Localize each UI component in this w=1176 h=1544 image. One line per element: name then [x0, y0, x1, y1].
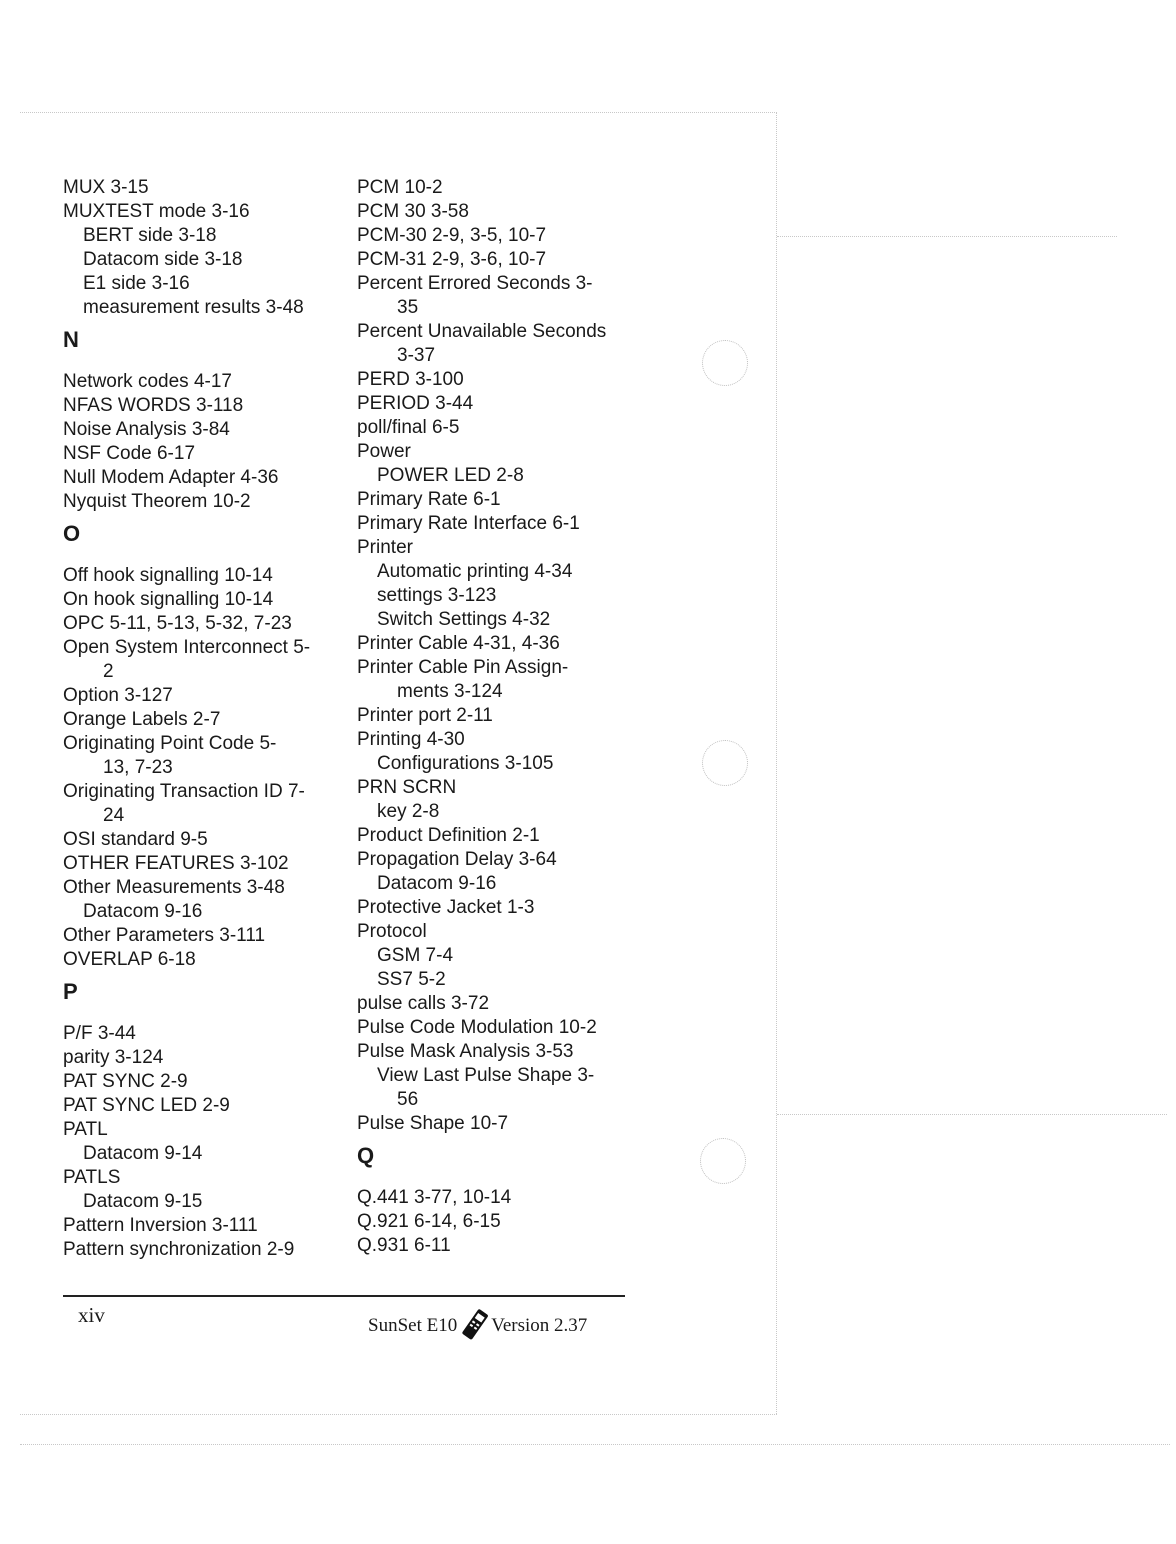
index-entry: Originating Point Code 5-: [63, 733, 277, 754]
index-column-right: [357, 176, 657, 1258]
index-entry: Power: [357, 441, 411, 462]
footer-rule: [63, 1295, 625, 1297]
index-entry: poll/final 6-5: [357, 417, 460, 438]
index-subentry: POWER LED 2-8: [377, 465, 524, 486]
index-entry: Q.931 6-11: [357, 1235, 451, 1256]
footer-product: [368, 1306, 587, 1346]
index-entry: NFAS WORDS 3-118: [63, 395, 244, 416]
index-subentry: measurement results 3-48: [83, 297, 304, 318]
index-entry-continuation: 24: [103, 805, 125, 826]
punch-hole-middle: [702, 740, 748, 786]
index-entry-continuation: 35: [397, 297, 419, 318]
index-subentry: SS7 5-2: [377, 969, 446, 990]
index-column-left: [63, 176, 348, 1262]
index-subentry: Automatic printing 4-34: [377, 561, 573, 582]
sheet-edge-bottom: [20, 1444, 1170, 1445]
index-subentry: BERT side 3-18: [83, 225, 217, 246]
index-entry: OTHER FEATURES 3-102: [63, 853, 289, 874]
index-entry: parity 3-124: [63, 1047, 164, 1068]
page-edge-top: [20, 112, 777, 113]
index-subentry: key 2-8: [377, 801, 440, 822]
version-label: Version 2.37: [491, 1315, 588, 1336]
index-entry: PERD 3-100: [357, 369, 464, 390]
index-entry: On hook signalling 10-14: [63, 589, 274, 610]
index-subentry: E1 side 3-16: [83, 273, 190, 294]
index-entry: PCM 30 3-58: [357, 201, 469, 222]
index-entry: Product Definition 2-1: [357, 825, 540, 846]
index-entry: Network codes 4-17: [63, 371, 232, 392]
index-entry: Pattern Inversion 3-111: [63, 1215, 258, 1236]
index-entry: Nyquist Theorem 10-2: [63, 491, 251, 512]
index-entry: Protective Jacket 1-3: [357, 897, 535, 918]
index-entry: PAT SYNC 2-9: [63, 1071, 188, 1092]
index-entry: OVERLAP 6-18: [63, 949, 196, 970]
index-entry: PAT SYNC LED 2-9: [63, 1095, 230, 1116]
sheet-edge-mid-right: [777, 236, 1117, 237]
index-subentry: View Last Pulse Shape 3-: [377, 1065, 595, 1086]
punch-hole-top: [702, 340, 748, 386]
index-entry: Option 3-127: [63, 685, 173, 706]
index-entry: Primary Rate Interface 6-1: [357, 513, 580, 534]
index-subentry: Datacom 9-16: [83, 901, 203, 922]
page-number: xiv: [78, 1303, 105, 1327]
index-entry: Percent Errored Seconds 3-: [357, 273, 593, 294]
index-entry: P/F 3-44: [63, 1023, 136, 1044]
index-subentry: Datacom 9-15: [83, 1191, 203, 1212]
index-entry: Propagation Delay 3-64: [357, 849, 557, 870]
index-entry: Originating Transaction ID 7-: [63, 781, 305, 802]
index-subentry: Configurations 3-105: [377, 753, 554, 774]
index-entry: MUXTEST mode 3-16: [63, 201, 250, 222]
index-subentry: Datacom 9-14: [83, 1143, 203, 1164]
index-entry: Pulse Shape 10-7: [357, 1113, 509, 1134]
index-section-heading: O: [63, 521, 81, 546]
index-section-heading: Q: [357, 1143, 375, 1168]
index-entry: Percent Unavailable Seconds: [357, 321, 607, 342]
page-edge-bottom: [20, 1414, 777, 1415]
index-subentry: Switch Settings 4-32: [377, 609, 551, 630]
index-section-heading: N: [63, 327, 79, 352]
index-entry: Q.921 6-14, 6-15: [357, 1211, 501, 1232]
index-entry: pulse calls 3-72: [357, 993, 490, 1014]
index-entry: PATL: [63, 1119, 108, 1140]
index-entry: Off hook signalling 10-14: [63, 565, 273, 586]
index-entry: Printer port 2-11: [357, 705, 493, 726]
index-subentry: Datacom side 3-18: [83, 249, 243, 270]
punch-hole-bottom: [700, 1138, 746, 1184]
index-section-heading: P: [63, 979, 78, 1004]
index-entry: Orange Labels 2-7: [63, 709, 221, 730]
index-entry: NSF Code 6-17: [63, 443, 196, 464]
index-entry: Open System Interconnect 5-: [63, 637, 311, 658]
index-entry: Printer: [357, 537, 413, 558]
index-entry: PRN SCRN: [357, 777, 457, 798]
index-entry-continuation: ments 3-124: [397, 681, 503, 702]
page-edge-right: [776, 112, 777, 1414]
sunset-logo-icon: [459, 1306, 489, 1346]
index-entry: PCM-31 2-9, 3-6, 10-7: [357, 249, 547, 270]
index-entry-continuation: 56: [397, 1089, 419, 1110]
index-entry: Other Parameters 3-111: [63, 925, 266, 946]
index-entry: Noise Analysis 3-84: [63, 419, 230, 440]
index-subentry: settings 3-123: [377, 585, 497, 606]
index-entry: PCM-30 2-9, 3-5, 10-7: [357, 225, 547, 246]
index-entry: PATLS: [63, 1167, 121, 1188]
index-entry: PERIOD 3-44: [357, 393, 474, 414]
index-entry: Pulse Mask Analysis 3-53: [357, 1041, 574, 1062]
index-entry: PCM 10-2: [357, 177, 443, 198]
index-entry: OPC 5-11, 5-13, 5-32, 7-23: [63, 613, 292, 634]
index-subentry: Datacom 9-16: [377, 873, 497, 894]
product-name: SunSet E10: [368, 1315, 458, 1336]
index-entry: Pattern synchronization 2-9: [63, 1239, 295, 1260]
index-entry-continuation: 13, 7-23: [103, 757, 173, 778]
index-entry: Primary Rate 6-1: [357, 489, 501, 510]
index-entry: Q.441 3-77, 10-14: [357, 1187, 512, 1208]
index-entry: MUX 3-15: [63, 177, 149, 198]
index-entry: Printer Cable 4-31, 4-36: [357, 633, 560, 654]
index-entry-continuation: 2: [103, 661, 114, 682]
sheet-edge-lower-right: [777, 1114, 1167, 1115]
index-entry: Printing 4-30: [357, 729, 465, 750]
index-entry-continuation: 3-37: [397, 345, 436, 366]
index-entry: Null Modem Adapter 4-36: [63, 467, 279, 488]
index-subentry: GSM 7-4: [377, 945, 454, 966]
index-entry: Protocol: [357, 921, 427, 942]
index-entry: Other Measurements 3-48: [63, 877, 285, 898]
index-entry: Pulse Code Modulation 10-2: [357, 1017, 597, 1038]
index-entry: Printer Cable Pin Assign-: [357, 657, 569, 678]
index-entry: OSI standard 9-5: [63, 829, 208, 850]
